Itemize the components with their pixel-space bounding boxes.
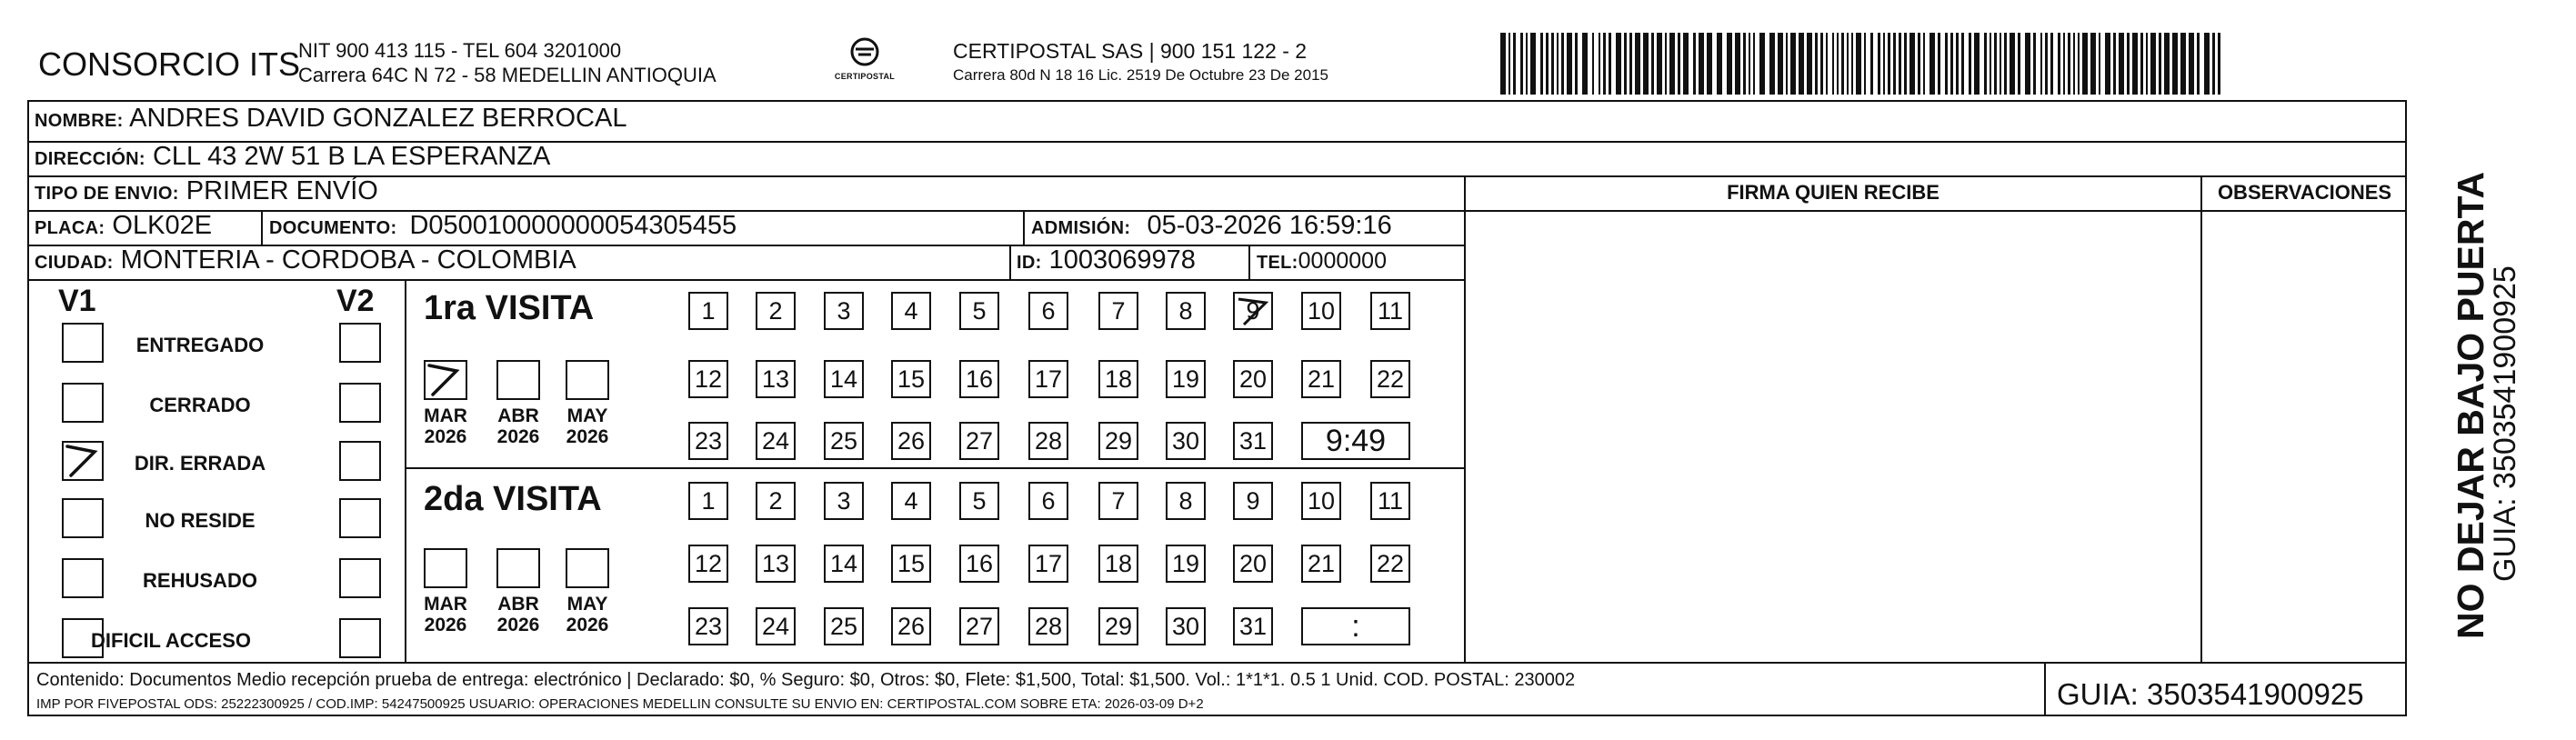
- v2-checkbox[interactable]: [339, 323, 381, 363]
- barcode-bar: [1969, 33, 1971, 95]
- barcode-bar: [2113, 33, 2116, 95]
- barcode-bar: [2212, 33, 2215, 95]
- month-year: 2026: [496, 426, 540, 448]
- day-box[interactable]: 14: [824, 545, 864, 583]
- barcode-bar: [2040, 33, 2042, 95]
- day-box[interactable]: 6: [1028, 482, 1068, 520]
- day-box[interactable]: 9: [1233, 292, 1273, 330]
- day-box[interactable]: 30: [1166, 422, 1206, 460]
- day-box[interactable]: 12: [688, 360, 728, 398]
- day-box[interactable]: 6: [1028, 292, 1068, 330]
- month-checkbox[interactable]: [496, 548, 540, 588]
- barcode-bar: [1561, 33, 1564, 95]
- day-box[interactable]: 27: [959, 607, 999, 645]
- barcode-bar: [1599, 33, 1600, 95]
- barcode-bar: [1778, 33, 1783, 95]
- barcode-bar: [1856, 33, 1861, 95]
- barcode-bar: [1693, 33, 1696, 95]
- barcode-bar: [2010, 33, 2015, 95]
- day-box[interactable]: 1: [688, 292, 728, 330]
- day-box[interactable]: 28: [1028, 607, 1068, 645]
- barcode-bar: [1826, 33, 1828, 95]
- barcode-bar: [2099, 33, 2100, 95]
- month-year: 2026: [496, 615, 540, 636]
- month-checkbox[interactable]: [424, 548, 467, 588]
- barcode-bar: [1807, 33, 1812, 95]
- barcode-bar: [1753, 33, 1755, 95]
- barcode-bar: [1923, 33, 1925, 95]
- admision-label: ADMISIÓN:: [1031, 218, 1131, 238]
- footer-guia: GUIA: 3503541900925: [2057, 677, 2364, 711]
- nombre-row: [35, 105, 626, 132]
- day-box[interactable]: 17: [1028, 545, 1068, 583]
- day-box[interactable]: 7: [1098, 292, 1138, 330]
- barcode-bar: [2164, 33, 2170, 95]
- ciudad-row: [35, 247, 576, 274]
- placa-label: PLACA:: [35, 218, 105, 238]
- barcode-bar: [2058, 33, 2060, 95]
- day-box[interactable]: 10: [1301, 482, 1341, 520]
- tipo-value: PRIMER ENVÍO: [185, 176, 378, 205]
- barcode-bar: [1950, 33, 1953, 95]
- logo-text: CERTIPOSTAL: [834, 72, 896, 81]
- barcode-bar: [1665, 33, 1667, 95]
- check-mark-icon: [1235, 294, 1271, 328]
- address-line: Carrera 64C N 72 - 58 MEDELLIN ANTIOQUIA: [298, 64, 717, 86]
- month-year: 2026: [424, 615, 467, 636]
- id-row: [1017, 247, 1196, 274]
- day-box[interactable]: 22: [1370, 545, 1410, 583]
- month-name: MAY: [566, 594, 608, 615]
- barcode-bar: [2073, 33, 2075, 95]
- certipostal-logo-icon: [847, 36, 883, 67]
- day-box[interactable]: 30: [1166, 607, 1206, 645]
- barcode-bar: [1530, 33, 1536, 95]
- day-box[interactable]: 15: [891, 360, 931, 398]
- day-box[interactable]: 27: [959, 422, 999, 460]
- barcode-bar: [1883, 33, 1885, 95]
- barcode-bar: [2180, 33, 2186, 95]
- barcode-bar: [2025, 33, 2030, 95]
- ciudad-value: MONTERIA - CORDOBA - COLOMBIA: [120, 245, 576, 275]
- placa-value: OLK02E: [112, 211, 213, 240]
- day-box[interactable]: 17: [1028, 360, 1068, 398]
- month-label: [486, 594, 550, 635]
- barcode-bar: [1984, 33, 1987, 95]
- barcode-bar: [2000, 33, 2001, 95]
- month-label: [486, 405, 550, 447]
- barcode-bar: [1961, 33, 1964, 95]
- barcode-bar: [1582, 33, 1588, 95]
- day-box[interactable]: 22: [1370, 360, 1410, 398]
- month-name: MAR: [424, 594, 467, 615]
- day-box[interactable]: 26: [891, 607, 931, 645]
- barcode-bar: [2132, 33, 2138, 95]
- barcode-bar: [1799, 33, 1804, 95]
- tel-value: 0000000: [1298, 248, 1387, 274]
- day-box[interactable]: 24: [756, 607, 796, 645]
- barcode-bar: [1727, 33, 1732, 95]
- barcode-bar: [1520, 33, 1523, 95]
- month-checkbox[interactable]: [566, 360, 609, 400]
- barcode-bar: [2119, 33, 2124, 95]
- barcode-bar: [1832, 33, 1834, 95]
- barcode-bar: [1851, 33, 1853, 95]
- placa-row: [35, 213, 212, 239]
- admision-value: 05-03-2026 16:59:16: [1147, 211, 1392, 240]
- month-name: MAY: [566, 405, 608, 426]
- barcode-bar: [1678, 33, 1680, 95]
- day-box[interactable]: 5: [959, 482, 999, 520]
- documento-row: [269, 213, 737, 239]
- barcode-bar: [1878, 33, 1880, 95]
- barcode-bar: [2063, 33, 2065, 95]
- month-name: MAR: [424, 405, 467, 426]
- v2-checkbox[interactable]: [339, 383, 381, 423]
- day-box[interactable]: 23: [688, 607, 728, 645]
- direccion-value: CLL 43 2W 51 B LA ESPERANZA: [152, 142, 551, 171]
- barcode-bar: [1735, 33, 1740, 95]
- status-label: NO RESIDE: [145, 509, 256, 532]
- firma-header: FIRMA QUIEN RECIBE: [1727, 181, 1940, 204]
- day-box[interactable]: 2: [756, 482, 796, 520]
- barcode-bar: [1743, 33, 1746, 95]
- barcode-bar: [1603, 33, 1606, 95]
- barcode-bar: [1707, 33, 1712, 95]
- time-box[interactable]: 9:49: [1301, 422, 1410, 460]
- barcode-bar: [1918, 33, 1920, 95]
- barcode-bar: [1945, 33, 1948, 95]
- v2-header: V2: [336, 284, 375, 318]
- barcode-bar: [2140, 33, 2143, 95]
- barcode-bar: [1837, 33, 1839, 95]
- barcode-bar: [1790, 33, 1796, 95]
- day-box[interactable]: 13: [756, 360, 796, 398]
- check-mark-icon: [426, 362, 464, 398]
- day-box[interactable]: 18: [1098, 545, 1138, 583]
- barcode-bar: [1769, 33, 1775, 95]
- v2-checkbox[interactable]: [339, 441, 381, 481]
- tipo-label: TIPO DE ENVIO:: [35, 184, 179, 204]
- nombre-value: ANDRES DAVID GONZALEZ BERROCAL: [129, 104, 627, 133]
- month-checkbox[interactable]: [496, 360, 540, 400]
- v1-header: V1: [58, 284, 96, 318]
- day-box[interactable]: 9: [1233, 482, 1273, 520]
- barcode-bar: [1635, 33, 1640, 95]
- day-box[interactable]: 20: [1233, 545, 1273, 583]
- day-box[interactable]: 29: [1098, 422, 1138, 460]
- barcode-bar: [1841, 33, 1844, 95]
- barcode-bar: [1651, 33, 1654, 95]
- barcode-bar: [1657, 33, 1662, 95]
- company-name: CONSORCIO ITS: [38, 45, 301, 83]
- barcode-bar: [1893, 33, 1896, 95]
- barcode-bar: [1557, 33, 1559, 95]
- day-box[interactable]: 21: [1301, 360, 1341, 398]
- month-year: 2026: [566, 426, 609, 448]
- tel-label: TEL:: [1257, 253, 1298, 273]
- barcode-bar: [1592, 33, 1594, 95]
- barcode-bar: [2189, 33, 2194, 95]
- nit-line: NIT 900 413 115 - TEL 604 3201000: [298, 39, 622, 62]
- day-box[interactable]: 1: [688, 482, 728, 520]
- barcode-bar: [1990, 33, 1991, 95]
- barcode-bar: [1629, 33, 1632, 95]
- barcode-bar: [1683, 33, 1689, 95]
- status-label: DIFICIL ACCESO: [91, 629, 252, 652]
- status-label: REHUSADO: [143, 569, 257, 592]
- day-box[interactable]: 28: [1028, 422, 1068, 460]
- day-box[interactable]: 18: [1098, 360, 1138, 398]
- barcode-bar: [1699, 33, 1704, 95]
- barcode-bar: [1820, 33, 1823, 95]
- barcode: [1500, 33, 2228, 95]
- barcode-bar: [2078, 33, 2080, 95]
- barcode-bar: [1717, 33, 1722, 95]
- barcode-bar: [1864, 33, 1866, 95]
- barcode-bar: [1847, 33, 1849, 95]
- barcode-bar: [1546, 33, 1549, 95]
- day-box[interactable]: 26: [891, 422, 931, 460]
- day-box[interactable]: 8: [1166, 482, 1206, 520]
- id-label: ID:: [1017, 253, 1042, 273]
- ciudad-label: CIUDAD:: [35, 253, 114, 273]
- certipostal-line: CERTIPOSTAL SAS | 900 151 122 - 2: [953, 39, 1308, 63]
- barcode-bar: [2197, 33, 2200, 95]
- tel-row: [1257, 250, 1387, 273]
- month-checkbox[interactable]: [566, 548, 609, 588]
- footer-imp: IMP POR FIVEPOSTAL ODS: 25222300925 / COD.IMP: 54247500925 USUARIO: OPERACIONES MEDELLIN CONSULTE SU ENVIO EN: CERTIPOSTAL.COM SOBRE ETA: 2026-03-09 D+2: [36, 696, 1204, 712]
- month-label: [414, 405, 477, 447]
- barcode-bar: [2159, 33, 2161, 95]
- day-box[interactable]: 2: [756, 292, 796, 330]
- direccion-label: DIRECCIÓN:: [35, 149, 145, 169]
- visit2-title: 2da VISITA: [424, 480, 602, 518]
- month-year: 2026: [424, 426, 467, 448]
- barcode-bar: [2018, 33, 2020, 95]
- status-label: ENTREGADO: [135, 334, 265, 356]
- visit1-title: 1ra VISITA: [424, 289, 595, 327]
- barcode-bar: [2068, 33, 2070, 95]
- barcode-bar: [1759, 33, 1765, 95]
- barcode-bar: [1909, 33, 1915, 95]
- barcode-bar: [2045, 33, 2048, 95]
- barcode-bar: [2218, 33, 2220, 95]
- day-box[interactable]: 16: [959, 545, 999, 583]
- no-dejar-bajo-puerta: NO DEJAR BAJO PUERTA: [2450, 171, 2491, 639]
- direccion-row: [35, 144, 550, 170]
- barcode-bar: [1616, 33, 1621, 95]
- day-box[interactable]: 5: [959, 292, 999, 330]
- day-box[interactable]: 20: [1233, 360, 1273, 398]
- day-box[interactable]: 15: [891, 545, 931, 583]
- footer-contenido: Contenido: Documentos Medio recepción prueba de entrega: electrónico | Declarado: $0, % Seguro: $0, Otros: $0, Flete: $1,500, Total: $1,500. Vol.: 1*1*1. 0.5 1 Unid. COD. POSTAL: 230002: [36, 670, 1576, 690]
- day-box[interactable]: 11: [1370, 482, 1410, 520]
- barcode-bar: [1643, 33, 1649, 95]
- day-box[interactable]: 31: [1233, 607, 1273, 645]
- month-name: ABR: [497, 405, 539, 426]
- admision-row: [1031, 213, 1392, 239]
- day-box[interactable]: 7: [1098, 482, 1138, 520]
- observaciones-header: OBSERVACIONES: [2217, 181, 2392, 204]
- barcode-bar: [2105, 33, 2110, 95]
- barcode-bar: [1956, 33, 1959, 95]
- barcode-bar: [1567, 33, 1572, 95]
- day-box[interactable]: 12: [688, 545, 728, 583]
- v2-checkbox[interactable]: [339, 558, 381, 598]
- day-box[interactable]: 10: [1301, 292, 1341, 330]
- day-box[interactable]: 3: [824, 292, 864, 330]
- day-box[interactable]: 31: [1233, 422, 1273, 460]
- day-box[interactable]: 4: [891, 292, 931, 330]
- day-box[interactable]: 23: [688, 422, 728, 460]
- barcode-bar: [2172, 33, 2178, 95]
- v2-checkbox[interactable]: [339, 498, 381, 538]
- day-box[interactable]: 19: [1166, 360, 1206, 398]
- barcode-bar: [1815, 33, 1818, 95]
- tipo-row: [35, 178, 378, 205]
- day-box[interactable]: 11: [1370, 292, 1410, 330]
- day-box[interactable]: 8: [1166, 292, 1206, 330]
- barcode-bar: [1575, 33, 1578, 95]
- barcode-bar: [1974, 33, 1980, 95]
- day-box[interactable]: 19: [1166, 545, 1206, 583]
- day-box[interactable]: 25: [824, 422, 864, 460]
- barcode-bar: [1624, 33, 1627, 95]
- month-year: 2026: [566, 615, 609, 636]
- barcode-bar: [1929, 33, 1935, 95]
- time-box[interactable]: :: [1301, 607, 1410, 645]
- barcode-bar: [2127, 33, 2130, 95]
- certipostal-logo: [832, 36, 897, 89]
- day-box[interactable]: 13: [756, 545, 796, 583]
- barcode-bar: [1669, 33, 1675, 95]
- documento-label: DOCUMENTO:: [269, 218, 397, 238]
- barcode-bar: [1551, 33, 1554, 95]
- barcode-bar: [2082, 33, 2088, 95]
- barcode-bar: [1786, 33, 1788, 95]
- barcode-bar: [2050, 33, 2053, 95]
- day-box[interactable]: 21: [1301, 545, 1341, 583]
- barcode-bar: [1904, 33, 1907, 95]
- barcode-bar: [1540, 33, 1543, 95]
- barcode-bar: [1899, 33, 1901, 95]
- nombre-label: NOMBRE:: [35, 111, 124, 131]
- month-label: [556, 405, 619, 447]
- day-box[interactable]: 3: [824, 482, 864, 520]
- day-box[interactable]: 29: [1098, 607, 1138, 645]
- barcode-bar: [1994, 33, 1997, 95]
- day-box[interactable]: 14: [824, 360, 864, 398]
- day-box[interactable]: 16: [959, 360, 999, 398]
- barcode-bar: [1609, 33, 1611, 95]
- barcode-bar: [1509, 33, 1510, 95]
- barcode-bar: [2150, 33, 2156, 95]
- barcode-bar: [1888, 33, 1890, 95]
- id-value: 1003069978: [1048, 245, 1196, 275]
- barcode-bar: [2090, 33, 2096, 95]
- month-name: ABR: [497, 594, 539, 615]
- month-label: [556, 594, 619, 635]
- side-guia: GUIA: 3503541900925: [2488, 265, 2522, 582]
- day-box[interactable]: 25: [824, 607, 864, 645]
- day-box[interactable]: 24: [756, 422, 796, 460]
- barcode-bar: [1870, 33, 1873, 95]
- month-label: [414, 594, 477, 635]
- month-checkbox[interactable]: [424, 360, 467, 400]
- barcode-bar: [2146, 33, 2148, 95]
- barcode-bar: [1749, 33, 1750, 95]
- barcode-bar: [2204, 33, 2210, 95]
- barcode-bar: [1526, 33, 1528, 95]
- v2-checkbox[interactable]: [339, 618, 381, 658]
- barcode-bar: [1513, 33, 1516, 95]
- barcode-bar: [2033, 33, 2036, 95]
- barcode-bar: [1938, 33, 1940, 95]
- documento-value: D050010000000054305455: [409, 211, 737, 240]
- day-box[interactable]: 4: [891, 482, 931, 520]
- barcode-bar: [1500, 33, 1506, 95]
- barcode-bar: [2004, 33, 2007, 95]
- license-line: Carrera 80d N 18 16 Lic. 2519 De Octubre 23 De 2015: [953, 66, 1328, 84]
- status-label: CERRADO: [149, 394, 251, 416]
- status-label: DIR. ERRADA: [134, 452, 266, 475]
